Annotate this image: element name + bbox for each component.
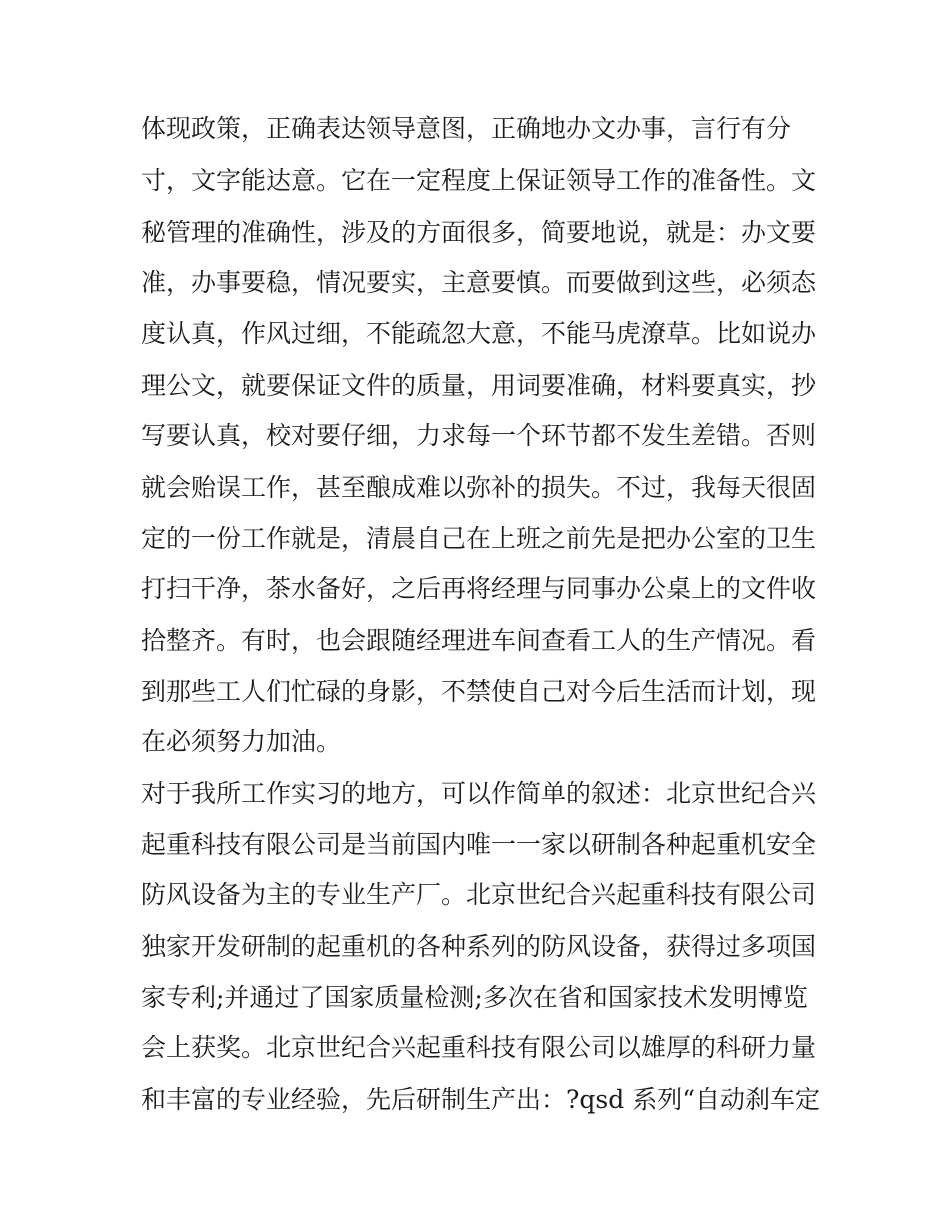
text-line: 独家开发研制的起重机的各种系列的防风设备，获得过多项国 (141, 932, 817, 961)
text-line: 就会贻误工作，甚至酿成难以弥补的损失。不过，我每天很固 (141, 473, 817, 502)
text-line: 会上获奖。北京世纪合兴起重科技有限公司以雄厚的科研力量 (141, 1033, 817, 1062)
text-line: 起重科技有限公司是当前国内唯一一家以研制各种起重机安全 (141, 830, 817, 859)
text-line: 度认真，作风过细，不能疏忽大意，不能马虎潦草。比如说办 (141, 319, 817, 348)
text-line: 和丰富的专业经验，先后研制生产出：?qsd 系列“自动刹车定 (141, 1085, 820, 1114)
text-line: 体现政策，正确表达领导意图，正确地办文办事，言行有分 (141, 114, 792, 143)
text-line: 寸，文字能达意。它在一定程度上保证领导工作的准备性。文 (141, 166, 817, 195)
text-line: 到那些工人们忙碌的身影，不禁使自己对今后生活而计划，现 (141, 677, 817, 706)
text-line: 打扫干净，茶水备好，之后再将经理与同事办公桌上的文件收 (141, 574, 817, 603)
text-line: 在必须努力加油。 (141, 727, 342, 756)
text-line: 理公文，就要保证文件的质量，用词要准确，材料要真实，抄 (141, 371, 817, 400)
text-line: 定的一份工作就是，清晨自己在上班之前先是把办公室的卫生 (141, 524, 817, 553)
text-line: 秘管理的准确性，涉及的方面很多，简要地说，就是：办文要 (141, 218, 817, 247)
text-line: 拾整齐。有时，也会跟随经理进车间查看工人的生产情况。看 (141, 626, 817, 655)
text-line: 准，办事要稳，情况要实，主意要慎。而要做到这些，必须态 (141, 268, 817, 297)
text-line: 对于我所工作实习的地方，可以作简单的叙述：北京世纪合兴 (141, 779, 817, 808)
text-line: 写要认真，校对要仔细，力求每一个环节都不发生差错。否则 (141, 421, 817, 450)
text-line: 防风设备为主的专业生产厂。北京世纪合兴起重科技有限公司 (141, 880, 817, 909)
text-line: 家专利;并通过了国家质量检测;多次在省和国家技术发明博览 (141, 983, 808, 1012)
